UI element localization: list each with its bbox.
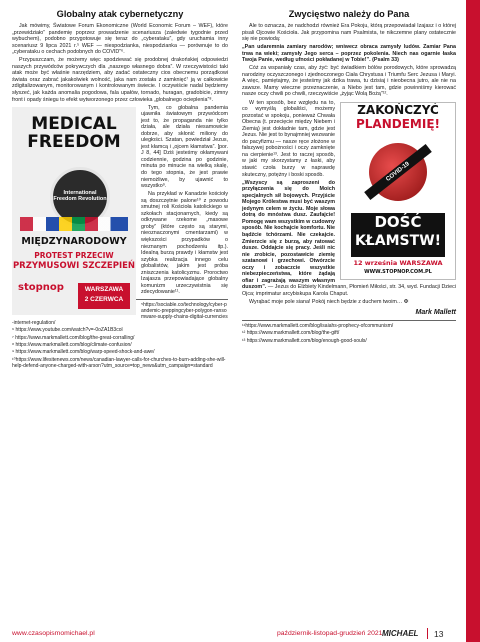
- enough-lies-box: DOŚĆ KŁAMSTW!: [351, 213, 445, 257]
- footnotes-right: [242, 320, 456, 344]
- paragraph: Wyrąbać moje pole siana! Pokój niech będzie z duchem twoim… ✠: [249, 298, 409, 305]
- covid-ban-bar: COVID-19: [364, 144, 432, 200]
- footer-divider: [427, 628, 428, 639]
- right-column: [242, 6, 456, 345]
- footnote: ⁵https://sociable.co/technology/cyber-pandemic-preppingcyber-polygon-ransomware-supply-chains-digital-currencies-internet-regulation/: [12, 301, 228, 327]
- poster-url: WWW.STOPNOP.COM.PL: [364, 268, 432, 275]
- paragraph: Tym, co globalna pandemia ujawniła światowym przywódcom jest to, że propaganda nie tylko działa, ale działa niesamowicie dobrze, aby skłonić miliony do uległości. Szatan, powiedział Jezus, jest kłamcą i „ojcem kłamstwa”. [por. J 8, 44] Dziś jesteśmy okłamywani codziennie, godzina po godzinie, minuta po minucie na wielką skalę, do tego stopnia, że jest prawie niemożliwe, by ujawnić to wszystko⁹.: [141, 104, 228, 190]
- paragraph: Ale to oznacza, że nadchodzi również Era Pokoju, którą przepowiadał Izajasz i o której pisali Ojcowie Kościoła. Jak przypomina nam Psalmista, te nikczemne plany ostatecznie się nie powiodą:: [242, 23, 456, 43]
- poster-date-city: 12 września WARSZAWA: [353, 258, 443, 267]
- poster-line3: PRZYMUSOWI SZCZEPIEŃ: [12, 260, 136, 271]
- footnote: ⁸ https://www.markmallett.com/blog/climate-confusion/: [12, 342, 132, 349]
- stopnop-logo: stopnop: [18, 281, 64, 293]
- poster-line1: MIĘDZYNARODOWY: [21, 235, 127, 247]
- poster-title-line1: MEDICAL: [31, 113, 117, 134]
- psalm-quote: „Pan udaremnia zamiary narodów; wniwecz obraca zamysły ludów. Zamiar Pana trwa na wieki; zamysły Jego serca – poprzez pokolenia. Niech nas ogarnie łaska Twoja Panie, według ufności pokładanej w Tobie!”. (Psalm 33): [242, 44, 456, 64]
- poster-line2: PROTEST PRZECIW: [34, 250, 114, 260]
- flags-banner-icon: [20, 217, 128, 231]
- author-name: Mark Mallett: [415, 309, 456, 317]
- footnote: ⁷ https://www.markmallett.com/blog/the-great-corralling/: [12, 334, 135, 341]
- footnote: ⁹ https://www.markmallett.com/blog/warp-speed-shock-and-awe/: [12, 349, 155, 356]
- section-title-cyberattack: Globalny atak cybernetyczny: [56, 9, 184, 19]
- paragraph: Jak mówimy, Światowe Forum Ekonomiczne (World Economic Forum – WEF), które „przewidziało” pandemię poprzez prowadzenie scenariusza (zaledwie tygodnie przed wybuchem), podobno przygotowuje się teraz do „cyberataku”, gdy uruchamia inny scenariusz 9 lipca 2021 r.⁵ WEF — niespodzianka, niespodzianka — porównuje to do „cyberataku o cechach podobnych do COVID”⁶.: [12, 23, 228, 56]
- paragraph: Na przykład w Kanadzie kościoły są doszczętnie palone¹⁰ z powodu smutnej roli Kościoła katolickiego w szkołach stacjonarnych, kiedy są odkrywane rzekome „masowe groby” (które często są starymi, nieoznaczonymi cmentarzami) w większości przypadków o nieznanym pochodzeniu itp.). Idealną burzą prawdy i kłamstw jest szybka realizacja innego celu globalistów, jakim jest próba zniszczenia katolicyzmu. Proroctwo Izajasza przepowiadające globalny komunizm urzeczywistnia się zdecydowanie¹¹.: [141, 191, 228, 296]
- paragraph: W ten sposób, bez względu na to, co wymyślą globaliści, możemy pozostać w spokoju, ponieważ Chwała Obecna (t. przecięcie między Niebem i Ziemią) jest dokładnie tam, gdzie jest Jezus. Nie jest to bynajmniej wezwanie do pacyfizmu — nasze ręce złożone w fałszywej pobożności i oczy zamknięte na cierpienie¹³. Jest to raczej sposób, w jaki my skorzystamy z łaski, aby stawić czoła burzy w naprawdę skuteczny, potężny i boski sposób.: [242, 99, 335, 178]
- medical-freedom-poster: [12, 107, 136, 315]
- poster-date-box: WARSZAWA 2 CZERWCA: [78, 283, 130, 309]
- footnote: ¹³ https://www.markmallett.com/blog/enough-good-souls/: [242, 337, 367, 344]
- jesus-quote: „Wszyscy są zaproszeni do przyłączenia się do Moich specjalnych sił bojowych. Przyjście Mojego Królestwa musi być waszym jedynym celem w życiu. Moje słowa dotrą do mnóstwa dusz. Zaufajcie! Pomogę wam wszystkim w cudowny sposób. Nie kochajcie komfortu. Nie bądźcie tchórzami. Nie czekajcie. Zmierzcie się z burzą, aby ratować dusze. Oddajcie się pracy. Jeśli nic nie zrobicie, pozostawicie ziemię szatanowi i grzechowi. Otwórzcie oczy i zobaczcie wszystkie niebezpieczeństwa, które żądają ofiar i zagrażają waszym własnym duszom”. — Jezus do Elżbiety Kindelmann, Płomień Miłości, str. 34, wyd. Fundacji Dzieci Ojca; imprimatur arcybiskupa Karola Chaput.: [242, 179, 456, 297]
- footnote: ⁶ https://www.youtube.com/watch?v=-0oZA1B3col: [12, 327, 123, 334]
- website-link[interactable]: www.czasopismomichael.pl: [12, 630, 95, 637]
- footnote: ¹² https://www.markmallett.com/blog/the-gift/: [242, 330, 340, 337]
- poster-title-line2: FREEDOM: [27, 131, 121, 152]
- poster-line1: ZAKOŃCZYĆ: [357, 102, 439, 117]
- poster-line2: PLANDEMIĘ!: [355, 116, 440, 131]
- footnote: ¹⁰https://www.lifesitenews.com/news/canadian-lawyer-calls-for-churches-to-burn-adding-she-will-help-defend-anyone-charged-with-arson?utm_source=top_news&utm_campaign=standard: [12, 356, 226, 369]
- paragraph: Przypuszczam, że możemy więc spodziewać się prodobnej drakońskiej odpowiedzi naszych przywódców pokrywczych dla „naszego własnego dobra”. W rzeczywistości taki atak może być właśnie narzędziem, aby zadać ostateczny cios obecnemu porządkowi świata oraz zabrać jakakolwiek wolność, jaka nam została z zamknięć⁷ ją w całkowicie zdigitalizowanym, monitorowanym i kontrolowanym świecie. I oczywiście nadal będziemy słyszeć, jak każda anomalia pogodowa, fala upałów, tornado, huragan, gradobicie, zimny front i opady śniegu to efekt wytworzonego przez człowieka „globalnego ocieplenia”⁸.: [12, 57, 228, 103]
- page-number: 13: [434, 629, 444, 639]
- paragraph: Cóż za wspaniały czas, aby żyć: być świadkiem bólów porodowych, które sprowadzą narodziny oczyszczonego i zjednoczonego Ciała Chrystusa i Triumfu Serc Jezusa i Maryi. A więc, pamiętajmy, że jesteśmy jak dzika trawa, tu dzisiaj i nieobecna jutro, ale nie na zawsze. Mamy wieczne przeznaczenie, a Niebo jest tam, gdzie powinniśmy kierować nasze oczy chwili po chwili, rzeczywiście „żyjąc Wolą Bożą”¹².: [242, 65, 456, 98]
- magazine-name: MICHAEL: [382, 629, 419, 638]
- footnote: ¹¹https://www.markmallett.com/blog/isaiahs-prophecy-ofcommunism/: [242, 323, 394, 330]
- issue-date: październik-listopad-grudzień 2021: [277, 630, 383, 637]
- end-plandemic-poster: [340, 102, 456, 280]
- left-column: [12, 6, 228, 370]
- accent-side-bar: [466, 0, 480, 642]
- section-title-victory: Zwycięstwo należy do Pana: [288, 9, 410, 19]
- revolution-badge-icon: International Freedom Revolution: [50, 167, 110, 227]
